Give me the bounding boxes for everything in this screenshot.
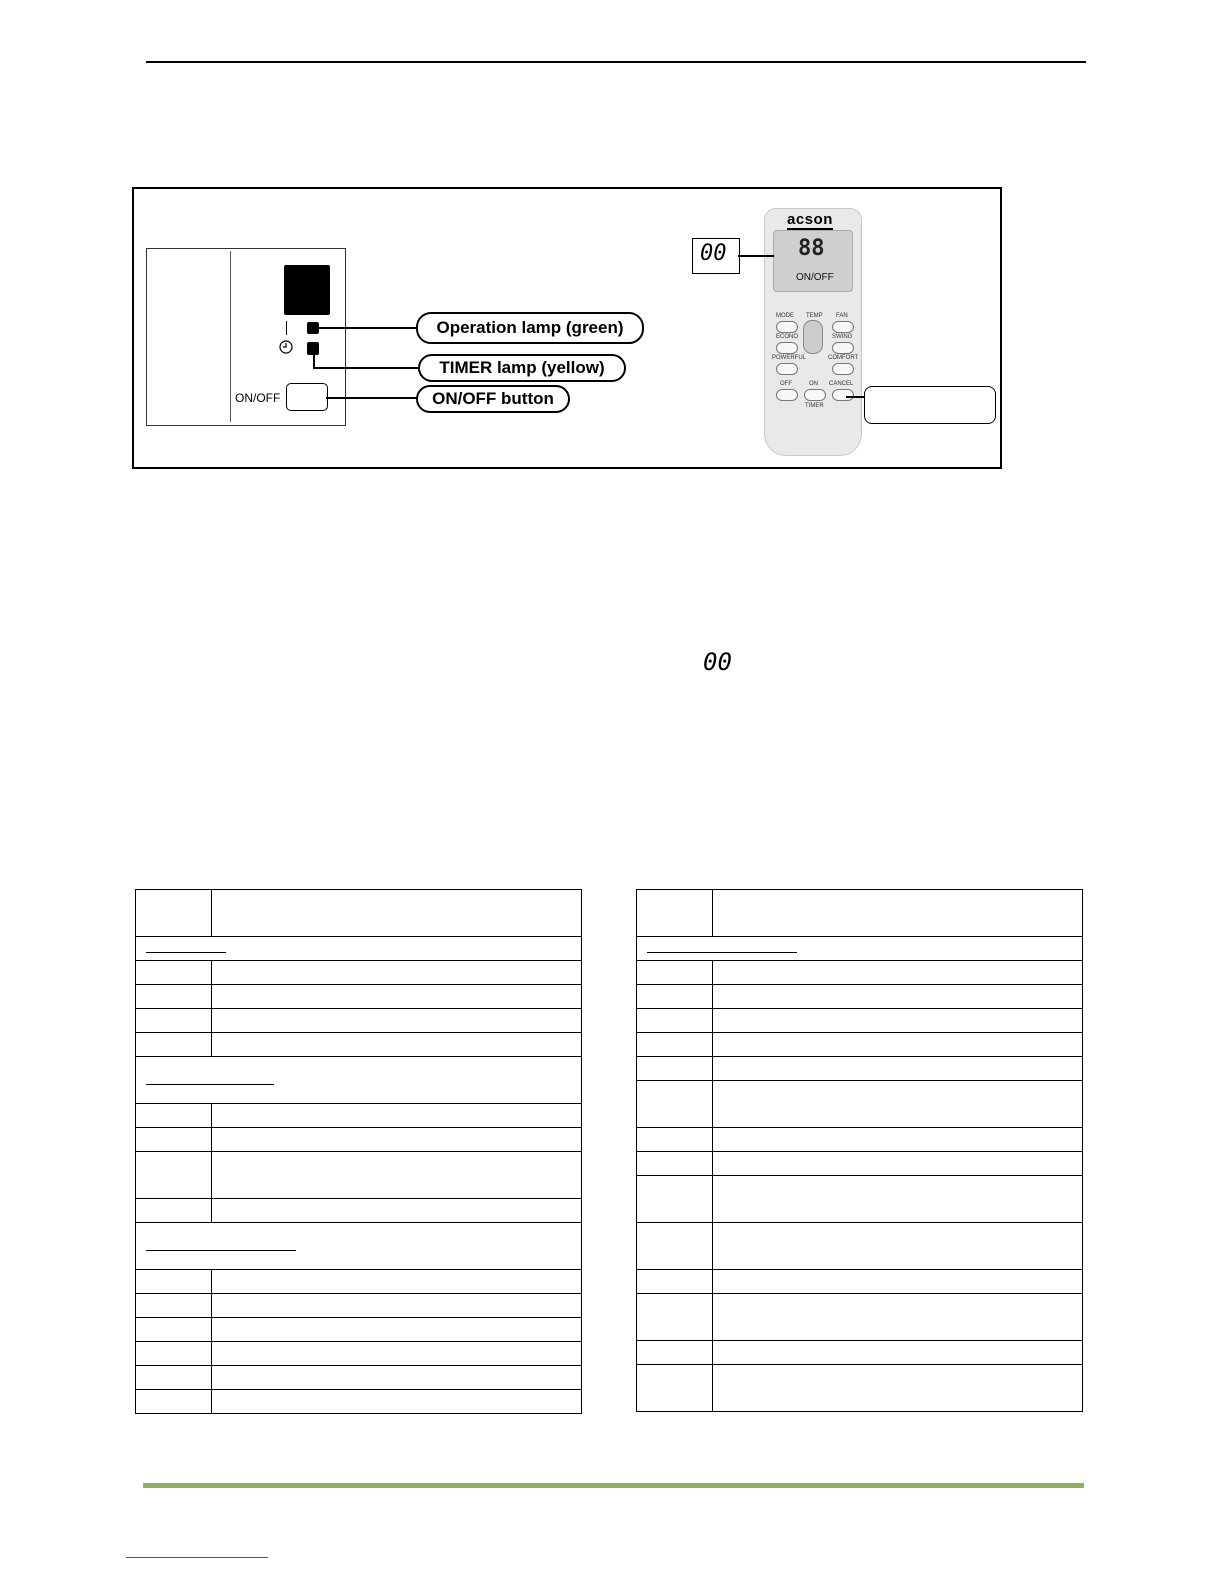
description-cell [713, 1057, 1083, 1081]
code-cell [136, 1270, 212, 1294]
table-row [637, 1294, 1083, 1341]
table-row [136, 1033, 582, 1057]
description-cell [713, 1081, 1083, 1128]
timer-on-button[interactable] [804, 389, 826, 401]
cancel-button-callout [864, 386, 996, 424]
code-cell [637, 1365, 713, 1412]
description-cell [713, 1341, 1083, 1365]
table-row [136, 1104, 582, 1128]
timer-off-button[interactable] [776, 389, 798, 401]
description-cell [713, 890, 1083, 937]
comfort-button[interactable] [832, 363, 854, 375]
table-row [136, 1342, 582, 1366]
table-row [136, 1318, 582, 1342]
error-code-table-right [636, 889, 1083, 1412]
callout-onoff-button: ON/OFF button [416, 385, 570, 413]
temp-label: TEMP [806, 313, 823, 319]
section-header-underline [647, 939, 797, 953]
description-cell [713, 1365, 1083, 1412]
cancel-callout-leader [846, 396, 864, 398]
table-row [637, 1223, 1083, 1270]
code-cell [637, 1294, 713, 1341]
code-cell [637, 890, 713, 937]
description-cell [212, 985, 582, 1009]
description-cell [212, 1390, 582, 1414]
code-cell [136, 890, 212, 937]
section-header-underline [146, 1237, 296, 1251]
code-cell [136, 1318, 212, 1342]
indoor-display-window [284, 265, 330, 315]
table-row [136, 1009, 582, 1033]
timer-cancel-label: CANCEL [829, 381, 854, 387]
footer-rule [143, 1483, 1084, 1488]
description-cell [212, 1152, 582, 1199]
table-row [136, 961, 582, 985]
mode-button[interactable] [776, 321, 798, 333]
table-row [136, 1152, 582, 1199]
table-row [637, 961, 1083, 985]
description-cell [212, 1270, 582, 1294]
code-cell [637, 961, 713, 985]
section-header-underline [146, 1071, 274, 1085]
table-row [136, 985, 582, 1009]
onoff-button[interactable] [286, 383, 328, 411]
operation-lamp-symbol [286, 321, 287, 335]
description-cell [713, 1270, 1083, 1294]
code-cell [136, 1152, 212, 1199]
table-row [637, 1128, 1083, 1152]
code-cell [136, 1390, 212, 1414]
remote-lcd-digits: 88 [798, 236, 825, 261]
section-header-cell [136, 937, 582, 961]
timer-group-label: TIMER [805, 403, 824, 409]
fan-button[interactable] [832, 321, 854, 333]
description-cell [713, 1128, 1083, 1152]
description-cell [713, 985, 1083, 1009]
clock-icon [279, 340, 293, 354]
code-cell [637, 985, 713, 1009]
section-header-cell [136, 1057, 582, 1104]
timer-on-label: ON [809, 381, 818, 387]
table-row [136, 1270, 582, 1294]
code-cell [136, 961, 212, 985]
comfort-label: COMFORT [828, 355, 859, 361]
remote-logo: acson [787, 211, 833, 228]
table-row [637, 937, 1083, 961]
code-cell [136, 1009, 212, 1033]
description-cell [713, 1176, 1083, 1223]
section-header-cell [136, 1223, 582, 1270]
callout-operation-lamp: Operation lamp (green) [416, 312, 644, 344]
code-cell [136, 1294, 212, 1318]
description-cell [713, 1033, 1083, 1057]
code-cell [637, 1128, 713, 1152]
code-cell [136, 1342, 212, 1366]
description-cell [713, 1152, 1083, 1176]
code-cell [637, 1009, 713, 1033]
code-cell [136, 985, 212, 1009]
table-row [637, 1270, 1083, 1294]
description-cell [212, 1294, 582, 1318]
section-header-underline [146, 939, 226, 953]
description-cell [713, 961, 1083, 985]
code-cell [136, 1128, 212, 1152]
table-row [637, 1081, 1083, 1128]
temp-button[interactable] [803, 320, 823, 354]
table-row [136, 890, 582, 937]
inline-error-code-symbol: 00 [703, 648, 732, 676]
description-cell [212, 1366, 582, 1390]
table-row [136, 1199, 582, 1223]
code-cell [136, 1104, 212, 1128]
header-rule [146, 61, 1086, 63]
table-row [637, 1176, 1083, 1223]
footer-link[interactable] [126, 1557, 268, 1558]
econo-button[interactable] [776, 342, 798, 354]
table-row [637, 1057, 1083, 1081]
description-cell [212, 1009, 582, 1033]
flashing-code-leader [738, 255, 774, 257]
onoff-label: ON/OFF [235, 391, 281, 405]
table-row [637, 890, 1083, 937]
description-cell [212, 1342, 582, 1366]
description-cell [212, 1199, 582, 1223]
code-cell [637, 1223, 713, 1270]
callout-timer-lamp: TIMER lamp (yellow) [418, 354, 626, 382]
table-row [637, 985, 1083, 1009]
description-cell [212, 890, 582, 937]
description-cell [212, 1033, 582, 1057]
table-row [136, 1223, 582, 1270]
timer-off-label: OFF [780, 381, 792, 387]
error-code-table-left [135, 889, 582, 1414]
swing-button[interactable] [832, 342, 854, 354]
description-cell [212, 1318, 582, 1342]
leader-line-timer [313, 367, 418, 369]
table-row [136, 1294, 582, 1318]
swing-label: SWING [832, 334, 853, 340]
econo-label: ECONO [776, 334, 799, 340]
table-row [136, 1366, 582, 1390]
code-cell [637, 1341, 713, 1365]
leader-line-operation [313, 327, 418, 329]
table-row [136, 1128, 582, 1152]
description-cell [713, 1009, 1083, 1033]
table-row [637, 1009, 1083, 1033]
table-row [637, 1033, 1083, 1057]
flashing-code-digits: 00 [700, 241, 727, 266]
code-cell [637, 1270, 713, 1294]
description-cell [713, 1294, 1083, 1341]
code-cell [637, 1176, 713, 1223]
table-row [136, 937, 582, 961]
table-row [136, 1057, 582, 1104]
code-cell [637, 1057, 713, 1081]
code-cell [637, 1081, 713, 1128]
code-cell [136, 1366, 212, 1390]
code-cell [637, 1152, 713, 1176]
leader-line-onoff [326, 397, 418, 399]
section-header-cell [637, 937, 1083, 961]
code-cell [136, 1033, 212, 1057]
table-row [637, 1365, 1083, 1412]
timer-cancel-button[interactable] [832, 389, 854, 401]
description-cell [212, 1128, 582, 1152]
description-cell [212, 1104, 582, 1128]
table-row [637, 1341, 1083, 1365]
code-cell [637, 1033, 713, 1057]
leader-line-timer-vertical [313, 348, 315, 369]
table-row [136, 1390, 582, 1414]
description-cell [212, 961, 582, 985]
mode-label: MODE [776, 313, 794, 319]
powerful-button[interactable] [776, 363, 798, 375]
powerful-label: POWERFUL [772, 355, 807, 361]
remote-lcd-onoff: ON/OFF [796, 272, 834, 283]
code-cell [136, 1199, 212, 1223]
table-row [637, 1152, 1083, 1176]
description-cell [713, 1223, 1083, 1270]
fan-label: FAN [836, 313, 848, 319]
